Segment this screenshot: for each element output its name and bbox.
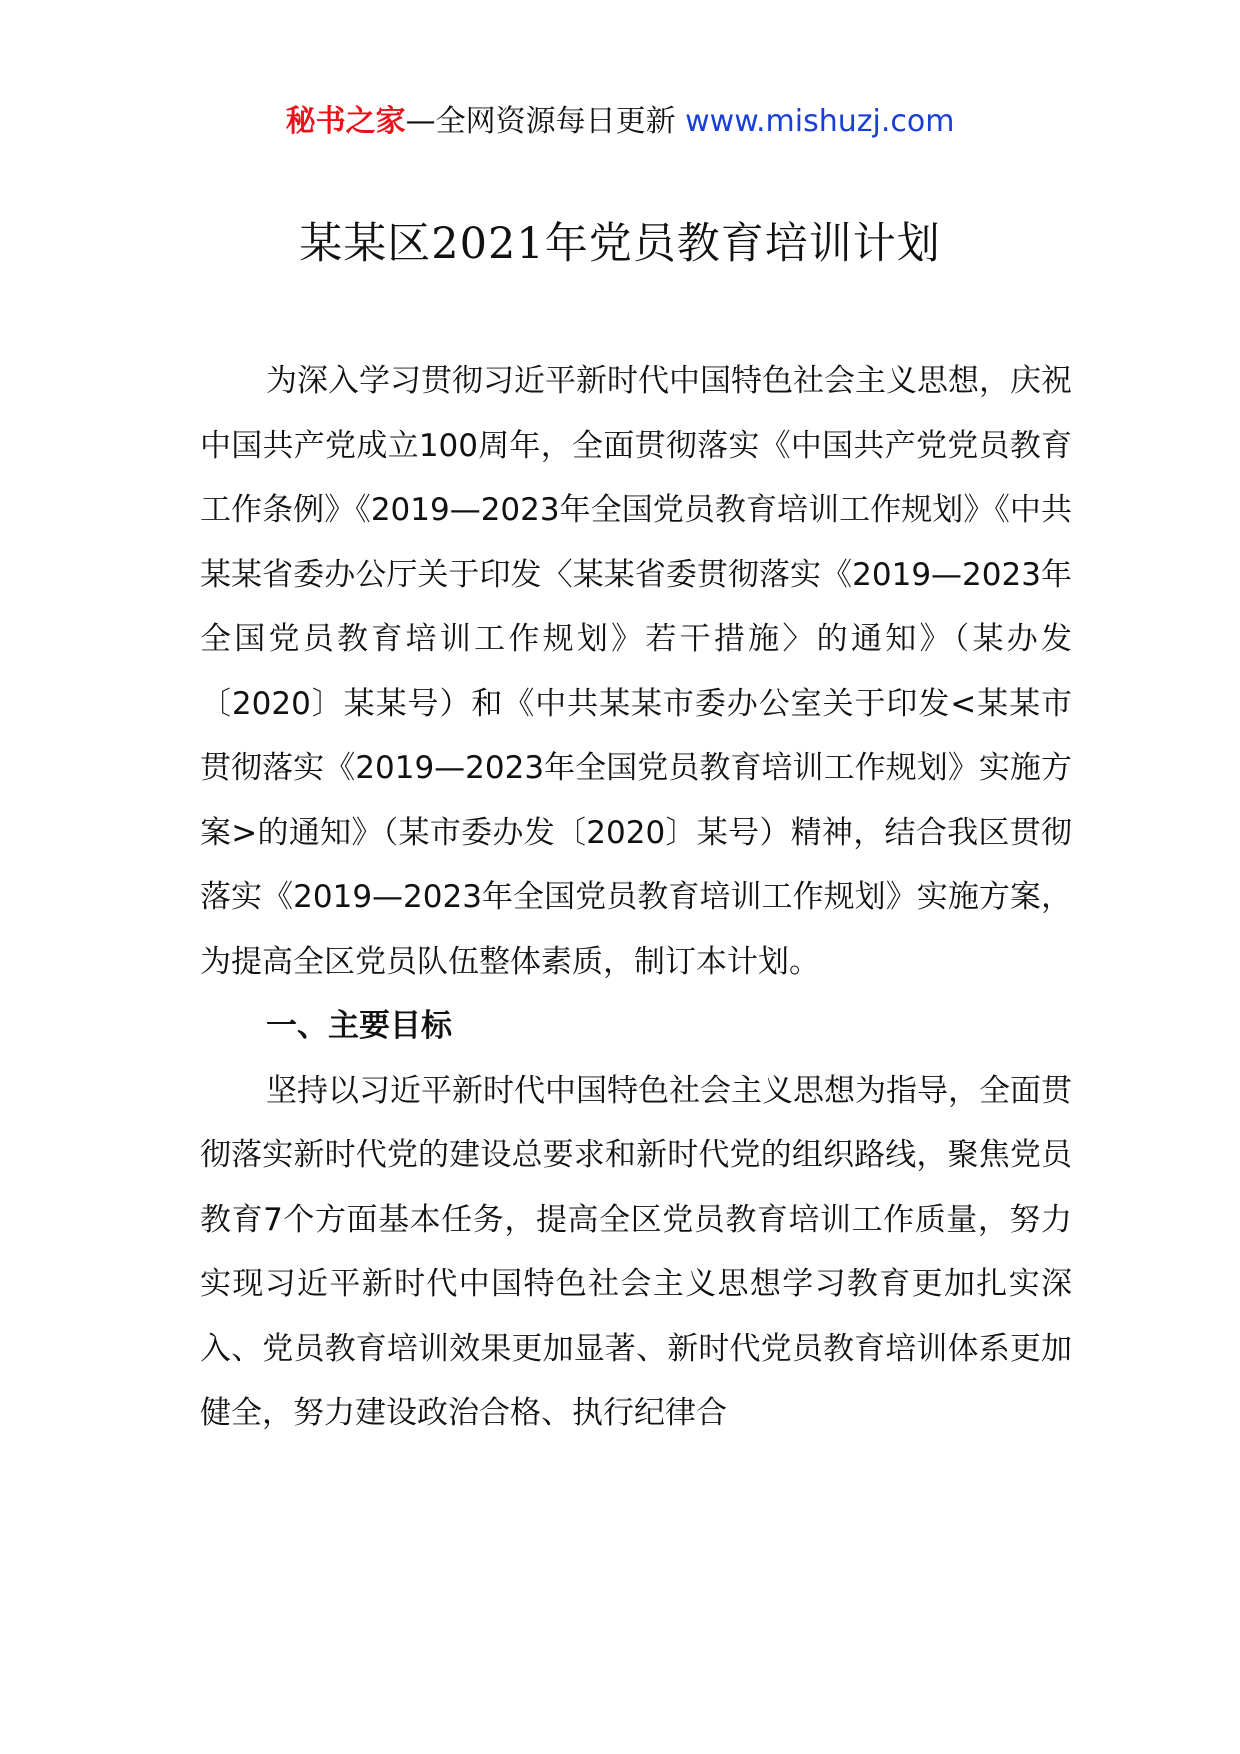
site-url-link[interactable]: www.mishuzj.com (685, 104, 955, 139)
document-title: 某某区2021年党员教育培训计划 (299, 219, 941, 269)
site-header (0, 100, 1240, 144)
brand-name: 秘书之家 (285, 104, 406, 139)
intro-paragraph: 为深入学习贯彻习近平新时代中国特色社会主义思想，庆祝中国共产党成立100周年，全面贯彻落实《中国共产党党员教育工作条例》《2019—2023年全国党员教育培训工作规划》《中共某某省委办公厅关于印发〈某某省委贯彻落实《2019—2023年全国党员教育培训工作规划》若干措施〉的通知》（某办发〔2020〕某某号）和《中共某某市委办公室关于印发<某某市贯彻落实《2019—2023年全国党员教育培训工作规划》实施方案>的通知》（某市委办发〔2020〕某号）精神，结合我区贯彻落实《2019—2023年全国党员教育培训工作规划》实施方案，为提高全区党员队伍整体素质，制订本计划。 (200, 363, 1072, 980)
section-heading: 一、主要目标 (266, 1008, 452, 1044)
section-paragraph: 坚持以习近平新时代中国特色社会主义思想为指导，全面贯彻落实新时代党的建设总要求和新时代党的组织路线，聚焦党员教育7个方面基本任务，提高全区党员教育培训工作质量，努力实现习近平新时代中国特色社会主义思想学习教育更加扎实深入、党员教育培训效果更加显著、新时代党员教育培训体系更加健全，努力建设政治合格、执行纪律合 (200, 1072, 1072, 1431)
header-tagline: —全网资源每日更新 (405, 104, 676, 139)
document-body (200, 349, 1072, 1446)
